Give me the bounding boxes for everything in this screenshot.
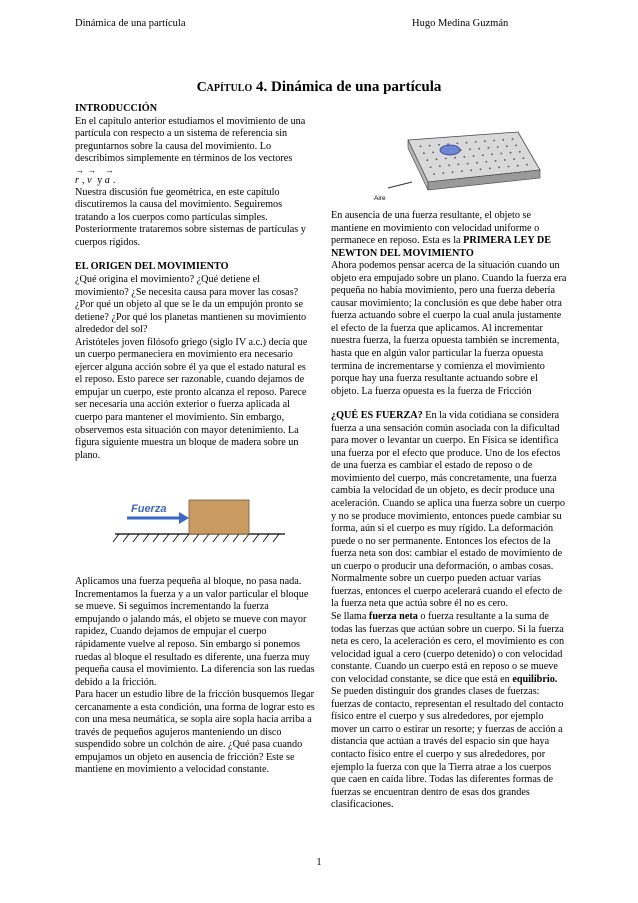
left-column <box>75 103 315 777</box>
chapter-word: Capítulo <box>196 80 253 95</box>
origen-paragraph-1: ¿Qué origina el movimiento? ¿Qué detiene el movimiento? ¿Se necesita causa para mover las cosas? ¿Por qué un objeto al que se le da un empujón pronto se detiene? ¿Por qué los planetas mantienen su movimiento alrededor del sol? <box>75 274 307 336</box>
right-paragraph-4: Normalmente sobre un cuerpo pueden actuar varias fuerzas, entonces el cuerpo acelerará cuando el efecto de la fuerza neta que actúa sobre él no es cero. <box>331 573 563 610</box>
table-hole <box>506 145 508 147</box>
table-hole <box>470 169 472 171</box>
table-hole <box>502 139 504 141</box>
right-column <box>331 210 568 812</box>
table-hole <box>466 142 468 144</box>
chapter-title-rest: 4. Dinámica de una partícula <box>252 79 442 95</box>
table-hole <box>442 172 444 174</box>
right-paragraph-6: Se pueden distinguir dos grandes clases de fuerzas: fuerzas de contacto, representan el resultado del contacto físico entre el cuerpo y sus alrededores, por ejemplo mover un carro o estirar un resorte; y fuerzas de acción a distancia que actúan a través del espacio sin que haya contacto físico entre el cuerpo y sus alrededores, por ejemplo la fuerza con que la Tierra atrae a los cuerpos que caen en caída libre. Todas las diferentes formas de fuerzas se encuentran dentro de esas dos grandes clasificaciones. <box>331 686 564 811</box>
air-table-svg <box>368 120 548 205</box>
table-hole <box>433 173 435 175</box>
origen-paragraph-4: Para hacer un estudio libre de la fricción busquemos llegar cercanamente a esta condición, una forma de lograr esto es con una mesa neumática, se sopla aire sopla hacia arriba a través de pequeños agujeros manteniendo un disco suspendido sobre un colchón de aire. ¿Qué pasa cuando empujamos un objeto en ausencia de fricción? Este se mantiene en movimiento a velocidad constante. <box>75 689 315 776</box>
chapter-title <box>0 79 638 96</box>
equilibrio-term: equilibrio. <box>512 673 558 685</box>
air-label: Aire <box>374 195 386 202</box>
table-hole <box>454 157 456 159</box>
table-hole <box>480 168 482 170</box>
air-hose <box>388 182 412 188</box>
vector-y: y <box>97 174 103 186</box>
table-hole <box>500 153 502 155</box>
table-hole <box>504 159 506 161</box>
table-hole <box>526 164 528 166</box>
table-hole <box>476 162 478 164</box>
puck-disk <box>440 145 460 155</box>
block-on-plane-svg <box>75 468 315 568</box>
table-hole <box>510 152 512 154</box>
table-hole <box>426 159 428 161</box>
table-hole <box>423 152 425 154</box>
vector-line <box>75 166 315 187</box>
table-hole <box>463 156 465 158</box>
origen-paragraph-3: Aplicamos una fuerza pequeña al bloque, no pasa nada. Incrementamos la fuerza y a un valor particular el bloque se mueve. Si seguimos incrementando la fuerza empujando o jalando más, el objeto se mueve con mayor rapidez, Cuando dejamos de empujar el cuerpo rápidamente vuelve al reposo. Sin embargo si ponemos ruedas al bloque el resultado es diferente, una fuerza muy pequeña causa el movimiento. La diferencia son las ruedas debido a la fricción. <box>75 576 315 688</box>
table-hole <box>429 145 431 147</box>
table-hole <box>523 157 525 159</box>
first-law-label: PRIMERA LEY DE NEWTON DEL MOVIMIENTO <box>331 235 552 259</box>
air-table-figure <box>368 120 548 205</box>
table-hole <box>439 165 441 167</box>
intro-paragraph-2: Nuestra discusión fue geométrica, en este capítulo discutiremos la causa del movimiento. Seguiremos tratando a los cuerpos como partículas simples. Posteriormente trataremos sobre sistemas de partículas y cuerpos rígidos. <box>75 186 306 248</box>
wooden-block <box>189 500 249 534</box>
table-hole <box>515 145 517 147</box>
right-paragraph-5: Se llama fuerza neta o fuerza resultante a la suma de todas las fuerzas que actúan sobre un cuerpo. Si la fuerza neta es cero, la aceleración es cero, el movimiento es con velocidad igual a cero (cuerpo detenido) o con velocidad constante. Cuando un cuerpo está en reposo o se mueve con velocidad constante, se dice que está en equilibrio. <box>331 610 565 685</box>
right-paragraph-1: En ausencia de una fuerza resultante, el objeto se mantiene en movimiento con velocidad uniforme o permanece en reposo. Esta es la PRIMERA LEY DE NEWTON DEL MOVIMIENTO <box>331 210 552 259</box>
vector-v: → v <box>87 164 97 186</box>
table-hole <box>493 140 495 142</box>
table-hole <box>438 144 440 146</box>
table-hole <box>491 153 493 155</box>
table-hole <box>445 158 447 160</box>
fuerza-heading: ¿QUÉ ES FUERZA? <box>331 410 423 422</box>
table-hole <box>485 161 487 163</box>
ground-hatch <box>113 534 279 542</box>
vector-end: . <box>112 174 116 186</box>
vector-a: → a <box>104 164 114 186</box>
table-hole <box>498 167 500 169</box>
table-hole <box>489 168 491 170</box>
table-hole <box>519 151 521 153</box>
table-hole <box>473 155 475 157</box>
table-hole <box>484 140 486 142</box>
table-hole <box>517 165 519 167</box>
table-hole <box>452 171 454 173</box>
table-hole <box>469 148 471 150</box>
table-hole <box>495 160 497 162</box>
intro-paragraph-1: En el capítulo anterior estudiamos el movimiento de una partícula con respecto a un sistema de referencia sin preguntarnos sobre la causa del movimiento. Lo describimos simplemente en términos de los vectores <box>75 115 306 165</box>
table-hole <box>456 143 458 145</box>
header-right: Hugo Medina Guzmán <box>412 18 509 29</box>
vector-sep: , <box>81 174 85 186</box>
table-hole <box>448 164 450 166</box>
page-number: 1 <box>316 857 322 868</box>
table-hole <box>475 141 477 143</box>
block-figure <box>75 468 315 568</box>
table-hole <box>430 166 432 168</box>
table-hole <box>488 147 490 149</box>
table-hole <box>497 146 499 148</box>
force-label: Fuerza <box>131 503 167 516</box>
right-paragraph-3: ¿QUÉ ES FUERZA? En la vida cotidiana se considera fuerza a una sensación común asociada con la dificultad para mover o levantar un cuerpo. En Física se identifica una fuerza por el efecto que produce. Uno de los efectos de una fuerza es cambiar el estado de reposo o de movimiento del cuerpo, más concretamente, una fuerza cambia la velocidad de un objeto, es decir produce una aceleración. Cuando se aplica una fuerza sobre un cuerpo y no se produce movimiento, entonces puede cambiar su forma, aún si el cuerpo es muy rígido. La deformación puede o no ser permanente. Entonces los efectos de la fuerza neta son dos: cambiar el estado de movimiento de un cuerpo o producir una deformación, o ambas cosas. <box>331 410 565 572</box>
force-arrow-head <box>179 512 189 524</box>
table-hole <box>513 158 515 160</box>
table-hole <box>467 163 469 165</box>
table-hole <box>482 154 484 156</box>
table-hole <box>461 170 463 172</box>
table-hole <box>436 158 438 160</box>
table-hole <box>432 152 434 154</box>
table-hole <box>420 145 422 147</box>
table-hole <box>458 164 460 166</box>
header-left: Dinámica de una partícula <box>75 18 186 29</box>
table-hole <box>508 166 510 168</box>
fuerza-neta-term: fuerza neta <box>368 610 418 622</box>
table-hole <box>478 148 480 150</box>
intro-heading: INTRODUCCIÓN <box>75 103 158 114</box>
right-paragraph-2: Ahora podemos pensar acerca de la situación cuando un objeto era empujado sobre un plano. Cuando la fuerza era pequeña no había movimiento, pero una fuerza debería causar movimiento; la conclusión es que debe haber otra fuerza actuando sobre el cuerpo la cual anula justamente el efecto de la fuerza que aplicamos. Al incrementar nuestra fuerza, la fuerza opuesta también se incrementa, hasta que en algún valor particular la fuerza opuesta termina de incrementarse y comienza el movimiento porque hay una fuerza resultante actuando sobre el objeto. La fuerza opuesta es la fuerza de Fricción <box>331 260 567 397</box>
origen-heading: EL ORIGEN DEL MOVIMIENTO <box>75 261 229 273</box>
origen-paragraph-2: Aristóteles joven filósofo griego (siglo IV a.c.) decía que un cuerpo permaneciera en movimiento era necesario ejercer alguna acción sobre él ya que el estado natural es el reposo. Esto parece ser razonable, cuando dejamos de empujar un cuerpo, este pronto alcanza el reposo. Parece ser necesaria una acción exterior o fuerza aplicada al cuerpo para mantener el movimiento. Sin embargo, observemos esta situación con mayor detenimiento. La figura siguiente muestra un bloque de madera sobre un plano. <box>75 336 308 461</box>
table-hole <box>512 138 514 140</box>
vector-r: → r <box>75 164 84 186</box>
